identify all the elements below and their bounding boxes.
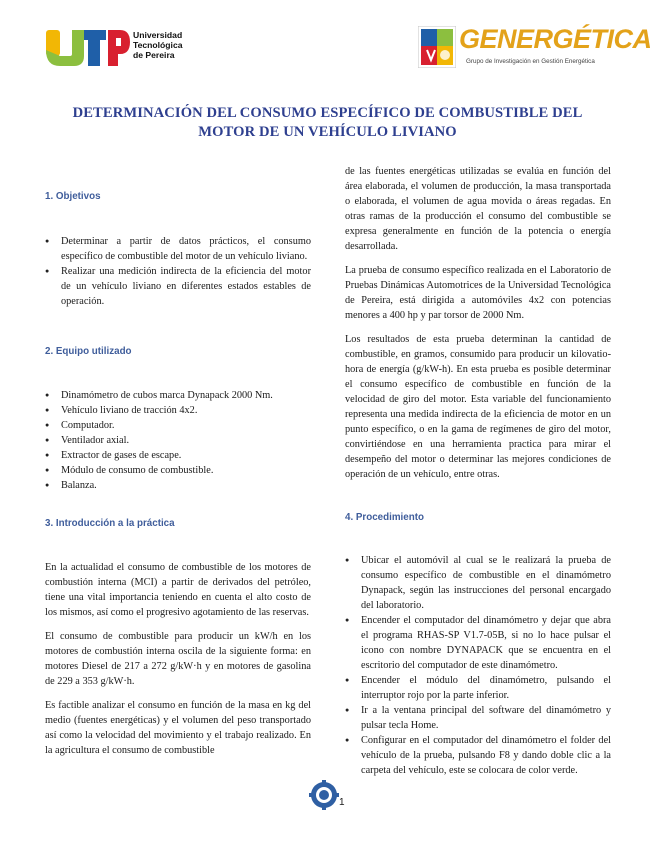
list-item: ● Ubicar el automóvil al cual se le realizará la prueba de consumo específico de combustible en el dinamómetro Dynapack, según las instrucciones del personal encargado del laboratorio.	[345, 553, 611, 613]
right-column-body	[345, 164, 611, 482]
paragraph: de las fuentes energéticas utilizadas se evalúa en función del área elaborada, el volumen de producción, la masa transportada o elaborada, el volumen de agua movida o áreas regadas. En otras ramas de la producción el consumo del combustible se expresa generalmente en función de la potencia o energía desarrollada.	[345, 166, 611, 252]
list-item: ● Balanza.	[45, 478, 311, 493]
list-item: ● Módulo de consumo de combustible.	[45, 463, 311, 478]
procedimiento-list	[345, 553, 611, 778]
list-item: ● Ir a la ventana principal del software del dinamómetro y pulsar tecla Home.	[345, 703, 611, 733]
paragraph: Los resultados de esta prueba determinan la cantidad de combustible, en gramos, consumido para producir un kilovatio-hora de energía (g/kW-h). En esta prueba es posible determinar el consumo específico de combustible en función de la velocidad de giro del motor. Esta variable del funcionamiento representa una medida indirecta de la eficiencia de motor en un punto específico, o en la gama de regímenes de giro del motor, convirtiéndose en una herramienta practica para mirar el desempeño del motor o determinar las mejores condiciones de operación de un vehículo, entre otras.	[345, 334, 611, 480]
list-item: ● Encender el módulo del dinamómetro, pulsando el interruptor rojo por la parte inferior.	[345, 673, 611, 703]
heading-equipo: 2. Equipo utilizado	[45, 346, 132, 357]
list-item: ● Realizar una medición indirecta de la eficiencia del motor de un vehículo liviano en diferentes estados estables de operación.	[45, 264, 311, 309]
list-item: ● Extractor de gases de escape.	[45, 448, 311, 463]
genergetica-title: GENERGÉTICA	[459, 24, 652, 54]
genergetica-subtitle: Grupo de Investigación en Gestión Energética	[466, 58, 595, 65]
document-title: DETERMINACIÓN DEL CONSUMO ESPECÍFICO DE COMBUSTIBLE DEL MOTOR DE UN VEHÍCULO LIVIANO	[72, 105, 583, 140]
list-item: ● Ventilador axial.	[45, 433, 311, 448]
paragraph: El consumo de combustible para producir un kW/h en los motores de combustión interna oscila de la siguiente forma: en motores Diesel de 217 a 272 g/kW·h y en motores de gasolina de 229 a 353 g/kW·h.	[45, 631, 311, 687]
list-item: ● Computador.	[45, 418, 311, 433]
heading-introduccion: 3. Introducción a la práctica	[45, 518, 175, 529]
list-item: ● Encender el computador del dinamómetro y dejar que abra el programa RHAS-SP V1.7-05B, si no lo hace pulsar el icono con nombre DYNAPACK que se encuentra en el escritorio del computador de este dinamómetro.	[345, 613, 611, 673]
list-item: ● Determinar a partir de datos prácticos, el consumo específico de combustible del motor de un vehículo liviano.	[45, 234, 311, 264]
paragraph: En la actualidad el consumo de combustible de los motores de combustión interna (MCI) a partir de derivados del petróleo, tiene una vital importancia teniendo en cuenta el alto costo de los mismos, así como el progresivo agotamiento de las reservas.	[45, 562, 311, 618]
list-item: ● Vehículo liviano de tracción 4x2.	[45, 403, 311, 418]
introduccion-body	[45, 560, 311, 758]
utp-logo-mark	[44, 28, 130, 70]
paragraph: La prueba de consumo específico realizada en el Laboratorio de Pruebas Dinámicas Automotrices de la Universidad Tecnológica de Pereira, está dirigida a automóviles 4x2 con potencias menores a 400 hp y par torsor de 2000 Nm.	[345, 265, 611, 321]
list-item: ● Dinamómetro de cubos marca Dynapack 2000 Nm.	[45, 388, 311, 403]
genergetica-emblem	[418, 26, 456, 68]
heading-objetivos: 1. Objetivos	[45, 191, 101, 202]
paragraph: Es factible analizar el consumo en función de la masa en kg del medio (fuentes energéticas) y el volumen del peso transportado así como la velocidad del movimiento y el trabajo realizado. En la agricultura el consumo de combustible	[45, 700, 311, 756]
page-number: 1	[339, 797, 345, 808]
equipo-list	[45, 388, 311, 493]
utp-logo-text: Universidad Tecnológica de Pereira	[133, 30, 183, 60]
objetivos-list	[45, 234, 311, 309]
heading-procedimiento: 4. Procedimiento	[345, 512, 424, 523]
list-item: ● Configurar en el computador del dinamómetro el folder del vehículo de la prueba, pulsando F8 y dando doble clic a la carpeta del vehículo, este se colocara de color verde.	[345, 733, 611, 778]
gear-emblem-icon	[309, 780, 339, 810]
